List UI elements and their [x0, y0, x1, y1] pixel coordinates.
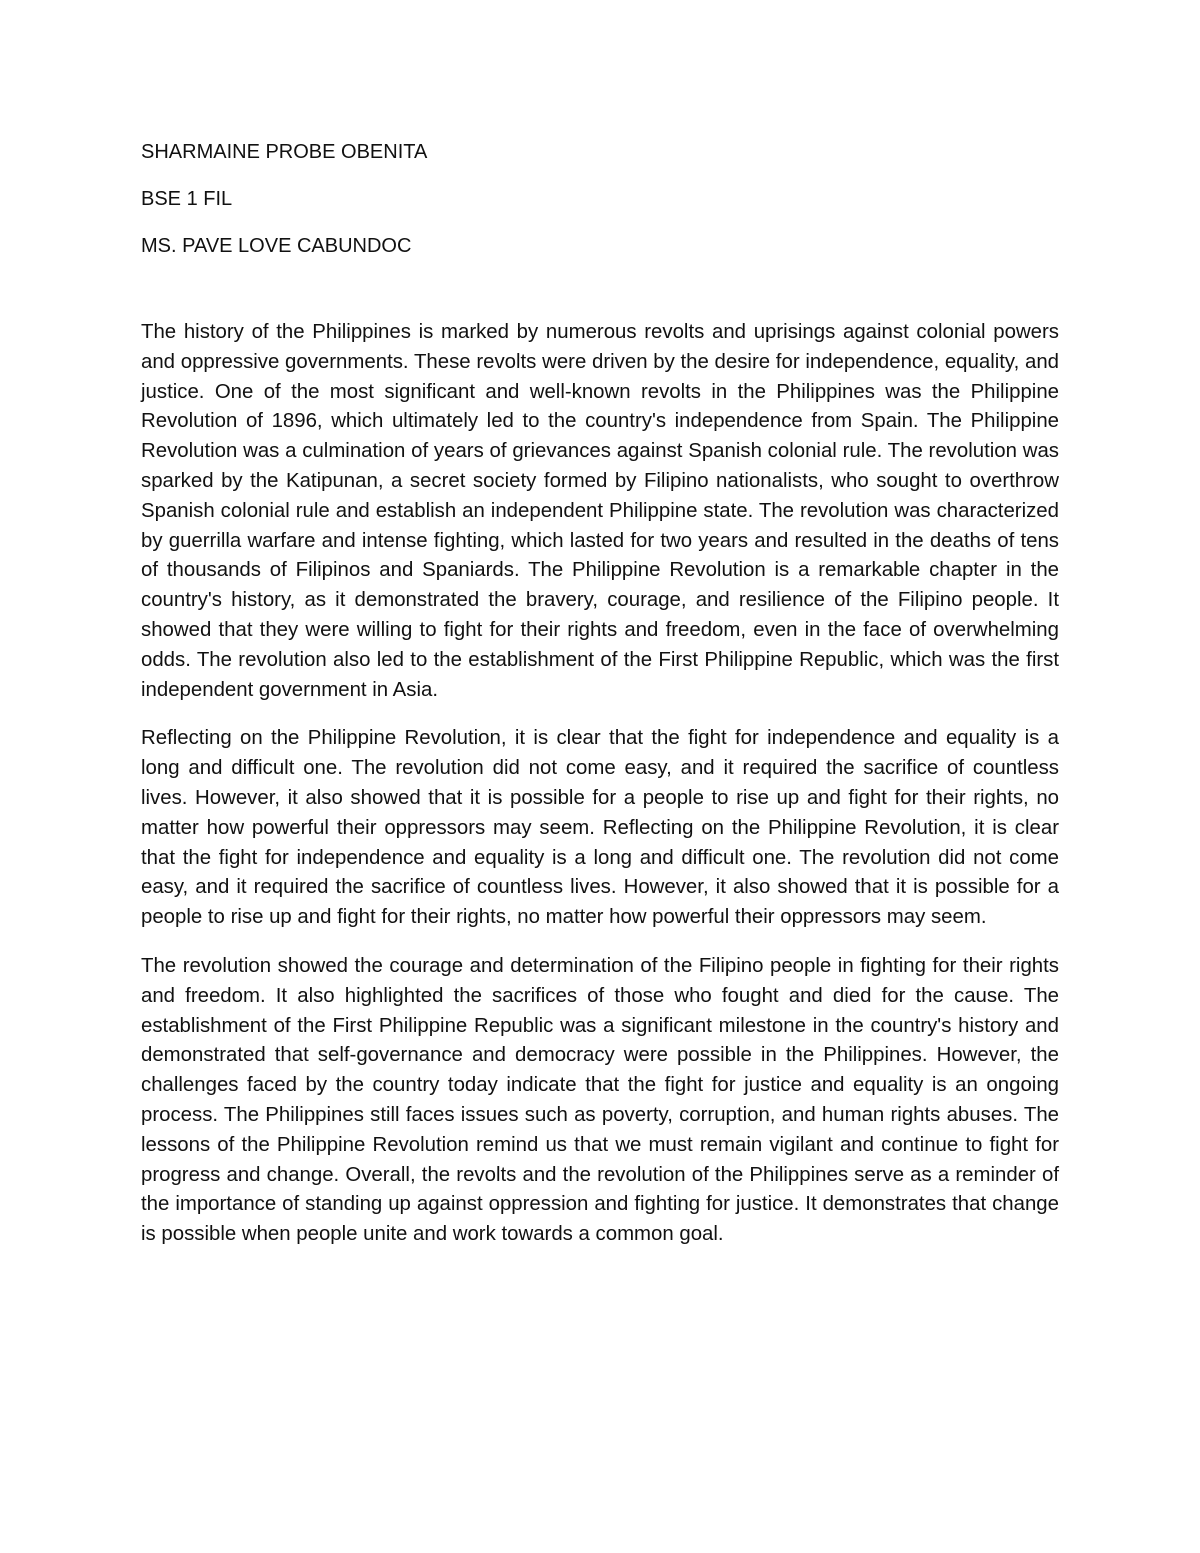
course-code: BSE 1 FIL: [141, 188, 233, 210]
paragraph-1: The history of the Philippines is marked by numerous revolts and uprisings against colonial powers and oppressive governments. These revolts were driven by the desire for independence, equality, and justice. One of the most significant and well-known revolts in the Philippines was the Philippine Revolution of 1896, which ultimately led to the country's independence from Spain. The Philippine Revolution was a culmination of years of grievances against Spanish colonial rule. The revolution was sparked by the Katipunan, a secret society formed by Filipino nationalists, who sought to overthrow Spanish colonial rule and establish an independent Philippine state. The revolution was characterized by guerrilla warfare and intense fighting, which lasted for two years and resulted in the deaths of tens of thousands of Filipinos and Spaniards. The Philippine Revolution is a remarkable chapter in the country's history, as it demonstrated the bravery, courage, and resilience of the Filipino people. It showed that they were willing to fight for their rights and freedom, even in the face of overwhelming odds. The revolution also led to the establishment of the First Philippine Republic, which was the first independent government in Asia.: [141, 321, 1059, 701]
paragraph-2: Reflecting on the Philippine Revolution, it is clear that the fight for independence and equality is a long and difficult one. The revolution did not come easy, and it required the sacrifice of countless lives. However, it also showed that it is possible for a people to rise up and fight for their rights, no matter how powerful their oppressors may seem. Reflecting on the Philippine Revolution, it is clear that the fight for independence and equality is a long and difficult one. The revolution did not come easy, and it required the sacrifice of countless lives. However, it also showed that it is possible for a people to rise up and fight for their rights, no matter how powerful their oppressors may seem.: [141, 727, 1059, 929]
instructor-name: MS. PAVE LOVE CABUNDOC: [141, 235, 412, 257]
paragraph-3: The revolution showed the courage and determination of the Filipino people in fighting for their rights and freedom. It also highlighted the sacrifices of those who fought and died for the cause. The establishment of the First Philippine Republic was a significant milestone in the country's history and demonstrated that self-governance and democracy were possible in the Philippines. However, the challenges faced by the country today indicate that the fight for justice and equality is an ongoing process. The Philippines still faces issues such as poverty, corruption, and human rights abuses. The lessons of the Philippine Revolution remind us that we must remain vigilant and continue to fight for progress and change. Overall, the revolts and the revolution of the Philippines serve as a reminder of the importance of standing up against oppression and fighting for justice. It demonstrates that change is possible when people unite and work towards a common goal.: [141, 954, 1059, 1246]
student-name: SHARMAINE PROBE OBENITA: [141, 141, 428, 163]
document-body: [141, 318, 1059, 1269]
document-header: [141, 140, 1061, 281]
